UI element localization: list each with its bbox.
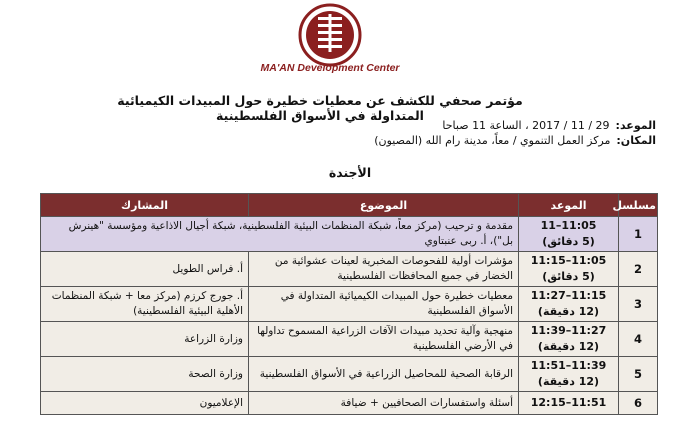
time-cell [519,357,619,392]
time-range: 11:05–11 [540,219,597,232]
topic-cell: الرقابة الصحية للمحاصيل الزراعية في الأسواق الفلسطينية [249,357,519,392]
serial-cell: 2 [619,252,658,287]
serial-cell: 4 [619,322,658,357]
duration: (5 دقائق) [542,270,595,283]
participant-cell: وزارة الصحة [41,357,249,392]
time-cell [519,322,619,357]
time-range: 11:39–11:51 [530,359,607,372]
intro-cell: مقدمة و ترحيب (مركز معاً، شبكة المنظمات البيئية الفلسطينية، شبكة أجيال الاذاعية ومؤسسة "هينرش بل")، أ. ربى عنبتاوي [41,217,519,252]
time-range: 11:51–12:15 [530,396,607,409]
topic-cell: معطيات خطيرة حول المبيدات الكيميائية المتداولة في الأسواق الفلسطينية [249,287,519,322]
serial-cell: 6 [619,392,658,415]
place-value: مركز العمل التنموي / معاً، مدينة رام الله (المصيون) [374,134,611,147]
serial-cell: 5 [619,357,658,392]
agenda-title: الأجندة [328,165,372,180]
col-participant: المشارك [41,194,249,217]
topic-cell: أسئلة واستفسارات الصحافيين + ضيافة [249,392,519,415]
meta-date [442,119,656,132]
time-cell [519,392,619,415]
col-time: الموعد [519,194,619,217]
document-title: مؤتمر صحفي للكشف عن معطيات خطيرة حول المبيدات الكيميائية المتداولة في الأسواق الفلسطينية [117,93,523,123]
meta-place [374,134,656,147]
table-header-row [41,194,658,217]
duration: (5 دقائق) [542,235,595,248]
table-row [41,357,658,392]
participant-cell: أ. فراس الطويل [41,252,249,287]
time-cell [519,252,619,287]
time-cell [519,287,619,322]
agenda-table [40,193,658,415]
table-row [41,392,658,415]
place-label: المكان: [616,134,656,147]
table-row [41,322,658,357]
participant-cell: أ. جورج كرزم (مركز معا + شبكة المنظمات الأهلية البيئية الفلسطينية) [41,287,249,322]
serial-cell: 3 [619,287,658,322]
time-range: 11:05–11:15 [530,254,607,267]
topic-cell: مؤشرات أولية للفحوصات المخبرية لعينات عشوائية من الخضار في جميع المحافظات الفلسطينية [249,252,519,287]
col-serial: مسلسل [619,194,658,217]
serial-cell: 1 [619,217,658,252]
participant-cell: وزارة الزراعة [41,322,249,357]
time-range: 11:15–11:27 [530,289,607,302]
date-label: الموعد: [615,119,656,132]
table-row [41,217,658,252]
duration: (12 دقيقة) [537,375,600,388]
participant-cell: الإعلاميون [41,392,249,415]
col-topic: الموضوع [249,194,519,217]
topic-cell: منهجية وآلية تحديد مبيدات الآفات الزراعية المسموح تداولها في الأرضي الفلسطينية [249,322,519,357]
duration: (12 دقيقة) [537,340,600,353]
table-row [41,252,658,287]
time-cell [519,217,619,252]
table-row [41,287,658,322]
duration: (12 دقيقة) [537,305,600,318]
time-range: 11:27–11:39 [530,324,607,337]
org-name: MA'AN Development Center [260,62,400,74]
date-value: 29 / 11 / 2017 ، الساعة 11 صباحا [442,119,610,132]
